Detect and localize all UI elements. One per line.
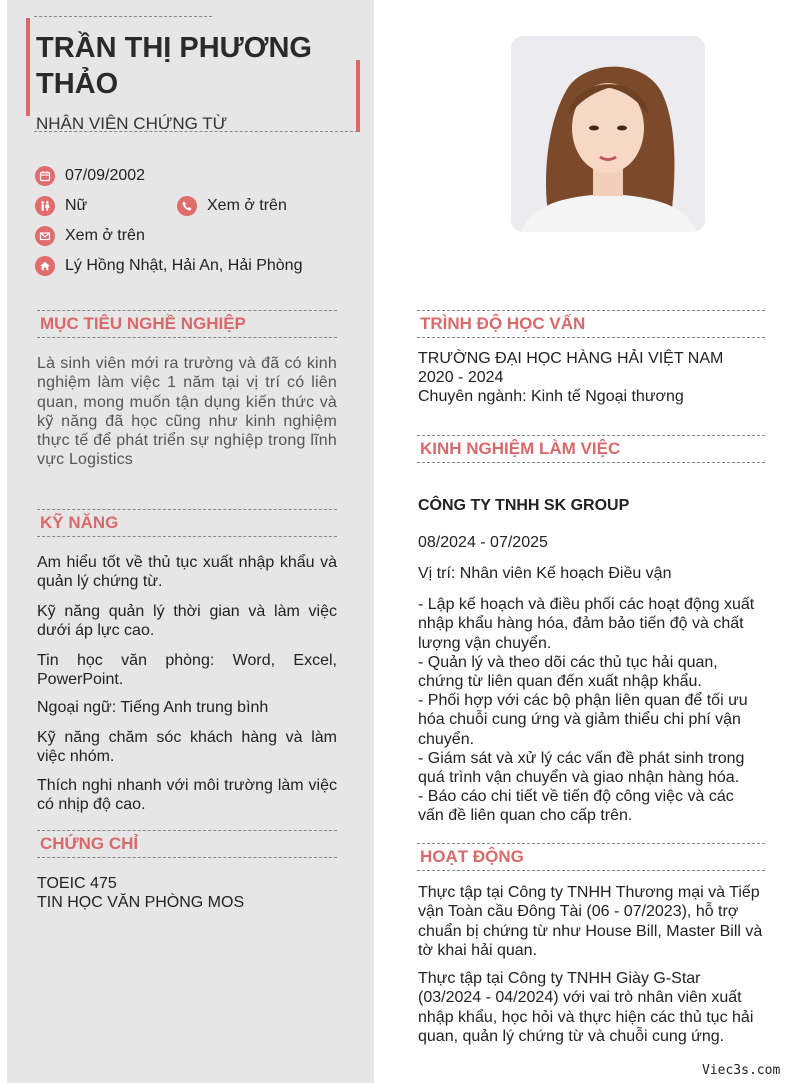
skill-item: Tin học văn phòng: Word, Excel, PowerPoint. <box>37 652 337 689</box>
job-title: NHÂN VIÊN CHỨNG TỪ <box>36 114 228 133</box>
skill-item: Kỹ năng chăm sóc khách hàng và làm việc nhóm. <box>37 729 337 766</box>
certificates-heading: CHỨNG CHỈ <box>37 830 337 858</box>
experience-duty: - Phối hợp với các bộ phận liên quan để tối ưu hóa chuỗi cung ứng và giảm thiểu chi phí vận chuyển. <box>418 692 748 748</box>
address-row <box>35 256 302 276</box>
skill-item: Kỹ năng quản lý thời gian và làm việc dưới áp lực cao. <box>37 603 337 640</box>
certificate-item: TIN HỌC VĂN PHÒNG MOS <box>37 894 245 911</box>
address-value: Lý Hồng Nhật, Hải An, Hải Phòng <box>65 257 303 274</box>
education-heading: TRÌNH ĐỘ HỌC VẤN <box>417 310 765 338</box>
calendar-icon <box>35 166 55 186</box>
education-period: 2020 - 2024 <box>418 369 504 386</box>
birthdate-row <box>35 166 145 186</box>
skills-heading: KỸ NĂNG <box>37 509 337 537</box>
home-icon <box>35 256 55 276</box>
skill-item: Ngoại ngữ: Tiếng Anh trung bình <box>37 699 269 716</box>
experience-position: Vị trí: Nhân viên Kế hoạch Điều vận <box>418 565 672 582</box>
email-icon <box>35 226 55 246</box>
birthdate-value: 07/09/2002 <box>65 167 146 184</box>
profile-photo <box>511 36 705 232</box>
skill-item: Am hiểu tốt về thủ tục xuất nhập khẩu và quản lý chứng từ. <box>37 554 337 591</box>
activities-heading: HOẠT ĐỘNG <box>417 843 765 871</box>
experience-heading: KINH NGHIỆM LÀM VIỆC <box>417 435 765 463</box>
school-name: TRƯỜNG ĐẠI HỌC HÀNG HẢI VIỆT NAM <box>418 350 724 367</box>
experience-duty: - Giám sát và xử lý các vấn đề phát sinh trong quá trình vận chuyển và giao nhận hàng hóa. <box>418 750 745 787</box>
skill-item: Thích nghi nhanh với môi trường làm việc có nhịp độ cao. <box>37 777 337 814</box>
left-column <box>7 0 374 1083</box>
activity-item: Thực tập tại Công ty TNHH Thương mại và Tiếp vận Toàn cầu Đông Tài (06 - 07/2023), hỗ trợ chuẩn bị chứng từ như House Bill, Master Bill và tờ khai hải quan. <box>418 884 763 959</box>
experience-period: 08/2024 - 07/2025 <box>418 534 548 551</box>
email-row <box>35 226 145 246</box>
experience-duty: - Lập kế hoạch và điều phối các hoạt động xuất nhập khẩu hàng hóa, đảm bảo tiến độ và chất lượng vận chuyển. <box>418 596 755 652</box>
gender-icon <box>35 196 55 216</box>
activity-item: Thực tập tại Công ty TNHH Giày G-Star (03/2024 - 04/2024) với vai trò nhân viên xuất nhập khẩu, học hỏi và thực hiện các thủ tục hải quan, quản lý chứng từ và chuỗi cung ứng. <box>418 970 754 1045</box>
experience-duty: - Báo cáo chi tiết về tiến độ công việc và các vấn đề liên quan cho cấp trên. <box>418 788 734 825</box>
experience-duty: - Quản lý và theo dõi các thủ tục hải quan, chứng từ liên quan đến xuất nhập khẩu. <box>418 654 718 691</box>
objective-heading: MỤC TIÊU NGHỀ NGHIỆP <box>37 310 337 338</box>
name-accent-bar-right <box>356 60 360 132</box>
name-accent-bar-left <box>26 18 30 116</box>
gender-value: Nữ <box>65 197 88 214</box>
name-top-divider <box>34 16 212 17</box>
certificate-item: TOEIC 475 <box>37 875 117 892</box>
gender-row <box>35 196 87 216</box>
company-name: CÔNG TY TNHH SK GROUP <box>418 497 630 514</box>
candidate-name: TRẦN THỊ PHƯƠNG THẢO <box>36 32 312 100</box>
email-value: Xem ở trên <box>65 227 145 244</box>
phone-row <box>177 196 287 216</box>
education-major: Chuyên ngành: Kinh tế Ngoại thương <box>418 388 684 405</box>
phone-value: Xem ở trên <box>207 197 287 214</box>
watermark: Viec3s.com <box>702 1063 781 1078</box>
phone-icon <box>177 196 197 216</box>
objective-text: Là sinh viên mới ra trường và đã có kinh nghiệm làm việc 1 năm tại vị trí có liên quan, mong muốn tận dụng kiến thức và kỹ năng đã học cũng như kinh nghiệm thực tế để phát triển sự nghiệp trong lĩnh vực Logistics <box>37 355 337 469</box>
